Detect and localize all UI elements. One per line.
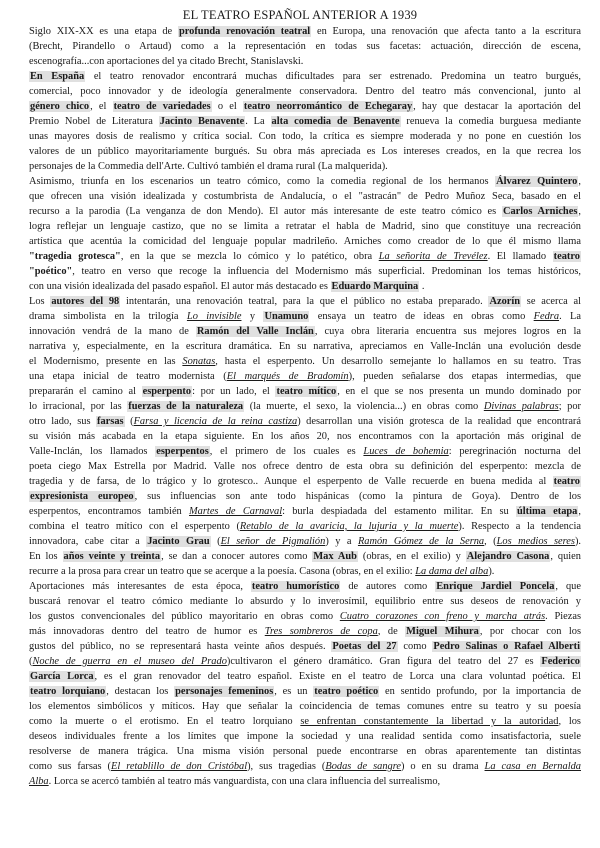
document-body — [29, 24, 581, 789]
highlighted-term: En España — [30, 71, 85, 82]
text-run: combina el teatro mítico con el esperpento ( — [29, 521, 240, 532]
text-run: , en la que se mezcla lo cómico y lo patético, obra — [120, 251, 379, 262]
text-run: , — [578, 176, 581, 187]
highlighted-term: Enrique Jardiel Poncela — [436, 581, 555, 592]
text-line — [29, 249, 581, 264]
text-run: con una visión idealizada del pasado español. El autor más destacado es — [29, 281, 331, 292]
text-run: más innovadoras dentro del teatro de humor es — [29, 626, 265, 637]
text-run: narrativa y, especialmente, en la escritura dramática. En su narrativa, apreciamos en Valle-Inclán una evolución desde — [29, 341, 581, 352]
text-line — [29, 744, 581, 759]
work-title: El marqués de Bradomín — [226, 371, 349, 382]
text-line — [29, 69, 581, 84]
text-line — [29, 429, 581, 444]
work-title: Bodas de sangre — [325, 761, 401, 772]
text-line — [29, 354, 581, 369]
text-line — [29, 369, 581, 384]
text-run: (obras, en el exilio) y — [357, 551, 466, 562]
highlighted-term: última etapa — [516, 506, 578, 517]
text-line — [29, 54, 581, 69]
text-line — [29, 654, 581, 669]
highlighted-term: esperpentos — [156, 446, 209, 457]
text-line — [29, 234, 581, 249]
text-run: comercial, poco innovador y de ideología generalmente conservadora. Dentro del teatro más convencional, junto al — [29, 86, 581, 97]
highlighted-term: fuerzas de la naturaleza — [128, 401, 244, 412]
text-run: ( — [210, 536, 221, 547]
text-run: Asimismo, triunfa en los escenarios un teatro cómico, como la comedia regional de los hermanos — [29, 176, 496, 187]
highlighted-term: Miguel Mihura — [406, 626, 479, 637]
bold-term: "poético" — [29, 266, 73, 277]
text-line — [29, 759, 581, 774]
text-line — [29, 474, 581, 489]
text-line — [29, 534, 581, 549]
text-run: de autores como — [340, 581, 436, 592]
text-line — [29, 84, 581, 99]
text-run: los elementos simbólicos y míticos. Hay que señalar la coincidencia de temas comunes entre su teatro y su poesía — [29, 701, 581, 712]
work-title: Ramón Gómez de la Serna — [357, 536, 485, 547]
text-run: otro lado, sus — [29, 416, 97, 427]
text-line — [29, 309, 581, 324]
text-run: Premio Nobel de Literatura — [29, 116, 159, 127]
text-run: (la muerte, el sexo, la violencia...) en obras como — [244, 401, 484, 412]
highlighted-term: Max Aub — [313, 551, 357, 562]
highlighted-term: teatro humorístico — [251, 581, 340, 592]
text-run: : burla despiadada del estamento militar. En su — [282, 506, 516, 517]
text-run: renueva la comedia burguesa mediante — [400, 116, 581, 127]
text-line — [29, 489, 581, 504]
text-line — [29, 294, 581, 309]
highlighted-term: Unamuno — [264, 311, 309, 322]
highlighted-term: género chico — [30, 101, 90, 112]
highlighted-term: Pedro Salinas o Rafael Alberti — [433, 641, 580, 652]
highlighted-term: teatro mítico — [276, 386, 337, 397]
text-run: ( — [29, 656, 33, 667]
text-run: (Brecht, Pirandello o Artaud) como a la representación en todas sus facetas: actuación, dirección de escena, — [29, 41, 581, 52]
text-run: , se dan a conocer autores como — [161, 551, 313, 562]
work-title: Lo invisible — [186, 311, 242, 322]
text-run: innovadora, cabe citar a — [29, 536, 147, 547]
text-line — [29, 264, 581, 279]
text-line — [29, 594, 581, 609]
text-line — [29, 339, 581, 354]
text-run: Aportaciones más interesantes de esta época, — [29, 581, 251, 592]
text-run: . El llamado — [487, 251, 553, 262]
highlighted-term: teatro — [553, 476, 580, 487]
highlighted-term: Federico — [541, 656, 580, 667]
text-line — [29, 639, 581, 654]
text-run: como sus farsas ( — [29, 761, 111, 772]
text-run: , de — [377, 626, 406, 637]
text-run: En los — [29, 551, 63, 562]
work-title: Divinas palabras — [483, 401, 559, 412]
text-run: ) y a — [325, 536, 358, 547]
text-run: ). Respecto a la tendencia — [458, 521, 581, 532]
work-title: Cuatro corazones con freno y marcha atrás — [339, 611, 546, 622]
text-line — [29, 444, 581, 459]
text-run: , el — [90, 101, 113, 112]
highlighted-term: teatro — [553, 251, 581, 262]
text-run: : por un lado, el — [192, 386, 276, 397]
text-line — [29, 624, 581, 639]
text-run: personajes de la Commedia dell'Arte. Cultivó también el drama rural (La malquerida). — [29, 161, 388, 172]
text-line — [29, 219, 581, 234]
text-line — [29, 129, 581, 144]
text-run: , destacan los — [106, 686, 175, 697]
text-run: ensaya un teatro de ideas en obras como — [309, 311, 534, 322]
work-title: Tres sombreros de copa — [264, 626, 378, 637]
work-title: Alba — [29, 776, 49, 787]
highlighted-term: esperpento — [142, 386, 192, 397]
text-run: prepararán el camino al — [29, 386, 142, 397]
text-line — [29, 324, 581, 339]
highlighted-term: teatro de variedades — [113, 101, 211, 112]
text-line — [29, 459, 581, 474]
work-title: El señor de Pigmalión — [220, 536, 326, 547]
highlighted-term: años veinte y treinta — [63, 551, 161, 562]
text-run: en Europa, una renovación que afecta tanto a la escritura — [311, 26, 581, 37]
text-line — [29, 24, 581, 39]
text-run: , es el gran renovador del teatro español. Existe en el teatro de Lorca una clara voluntad poética. El — [94, 671, 581, 682]
text-run: . La — [559, 311, 582, 322]
highlighted-term: alta comedia de Benavente — [271, 116, 400, 127]
highlighted-term: Jacinto Benavente — [159, 116, 245, 127]
work-title: Luces de bohemia — [363, 446, 449, 457]
text-line — [29, 399, 581, 414]
text-run: su visión más acabada en la etapa siguiente. En los años 20, nos encontramos con la aportación más original de — [29, 431, 581, 442]
work-title: Fedra — [533, 311, 560, 322]
text-run: ), pueden señalarse dos etapas intermedias, que — [348, 371, 581, 382]
text-line — [29, 699, 581, 714]
text-line — [29, 279, 581, 294]
text-run: ) desarrollan una visión grotesca de la realidad que encontrará — [297, 416, 581, 427]
text-line — [29, 39, 581, 54]
work-title: Sonatas — [182, 356, 216, 367]
text-run: . Piezas — [545, 611, 581, 622]
text-line — [29, 99, 581, 114]
text-run: , ( — [484, 536, 497, 547]
highlighted-term: teatro neorromántico de Echegaray — [243, 101, 413, 112]
text-line — [29, 114, 581, 129]
highlighted-term: García Lorca — [30, 671, 94, 682]
text-run: , cuya obra literaria encuentra sus mejores logros en la — [314, 326, 581, 337]
text-run: como la muerte o el erotismo. En el teatro lorquiano — [29, 716, 301, 727]
text-run: se acerca al — [521, 296, 581, 307]
text-line — [29, 684, 581, 699]
text-run: , el primero de los cuales es — [209, 446, 364, 457]
text-run: . La — [245, 116, 271, 127]
text-run: el Modernismo, presente en las — [29, 356, 183, 367]
text-line — [29, 204, 581, 219]
work-title: Martes de Carnaval — [189, 506, 283, 517]
text-run: intentarán, una renovación teatral, para la que el público no estaba preparado. — [120, 296, 489, 307]
text-line — [29, 579, 581, 594]
text-line — [29, 609, 581, 624]
text-run: , hasta el esperpento. Un desarrollo semejante lo hallamos en su teatro. Tras — [215, 356, 582, 367]
work-title: El retablillo de don Cristóbal — [111, 761, 248, 772]
work-title: La casa en Bernalda — [484, 761, 581, 772]
text-run: , — [578, 206, 581, 217]
text-run: , hay que destacar la aportación del — [413, 101, 582, 112]
text-run: como — [397, 641, 433, 652]
text-run: ). — [574, 536, 582, 547]
text-line — [29, 729, 581, 744]
work-title: Retablo de la avaricia, la lujuria y la muerte — [239, 521, 459, 532]
work-title: La dama del alba — [415, 566, 489, 577]
text-run: Valle-Inclán, los llamados — [29, 446, 156, 457]
text-line — [29, 519, 581, 534]
text-line — [29, 504, 581, 519]
text-line — [29, 714, 581, 729]
highlighted-term: Eduardo Marquina — [331, 281, 419, 292]
text-line — [29, 564, 581, 579]
text-run: ( — [124, 416, 134, 427]
text-run: lo irracional, por las — [29, 401, 128, 412]
text-run: . Lorca se acercó también al teatro más vanguardista, con una clara influencia del surrealismo, — [48, 776, 441, 787]
text-line — [29, 144, 581, 159]
highlighted-term: teatro poético — [314, 686, 379, 697]
text-run: tragedia y de farsa, de lo trágico y lo grotesco.. Aunque el esperpento de Valle recuerde en buena medida al — [29, 476, 553, 487]
text-run: o el — [211, 101, 243, 112]
text-line — [29, 774, 581, 789]
text-run: recurso a la parodia (La venganza de don Mendo). El autor más interesante de este teatro cómico es — [29, 206, 502, 217]
text-run: Los — [29, 296, 51, 307]
text-line — [29, 414, 581, 429]
work-title: Noche de guerra en el museo del Prado — [32, 656, 227, 667]
text-run: , en el que se nos presenta un mundo dominado por — [337, 386, 581, 397]
text-run: una etapa inicial de teatro modernista ( — [29, 371, 227, 382]
text-run: drama simbolista en la trilogía — [29, 311, 187, 322]
text-run: que ofrecen una visión idealizada y costumbrista de Andalucía, o el "astracán" de Pedro Muñoz Seca, basado en el — [29, 191, 581, 202]
text-run: , los — [558, 716, 581, 727]
text-line — [29, 189, 581, 204]
text-run: recurre a la prosa para crear un teatro que se acerque a la poesía. Casona (obras, en el exilio: — [29, 566, 416, 577]
text-line — [29, 669, 581, 684]
text-line — [29, 159, 581, 174]
work-title: La señorita de Trevélez — [378, 251, 488, 262]
text-run: en sentido profundo, por la importancia de — [379, 686, 582, 697]
work-title: Farsa y licencia de la reina castiza — [133, 416, 298, 427]
text-run: poeta ciego Max Estrella por Madrid. Valle nos ofrece dentro de esta obra su definición del esperpento: mezcla de — [29, 461, 581, 472]
text-run: , teatro en verso que recoge la influencia del Modernismo más superficial. Predominan los temas históricos, — [72, 266, 581, 277]
text-run: . — [419, 281, 425, 292]
text-run: buscará renovar el teatro cómico mediante lo absurdo y lo inverosímil, equilibrio entre sus deseos de renovación y — [29, 596, 581, 607]
text-run: , sus influencias son ante todo hispánicas (como la pintura de Goya). Dentro de los — [134, 491, 581, 502]
text-run: artística que acentúa la comicidad del lenguaje popular madrileño. Arniches como creador de lo que él mismo llama — [29, 236, 581, 247]
text-run: unas mayores dosis de realismo y crítica social. Con todo, la crítica es siempre moderada y no pone en cuestión los — [29, 131, 581, 142]
bold-term: "tragedia grotesca" — [29, 251, 121, 262]
text-run: escenografía...con aportaciones del ya citado Brecht, Stanislavski. — [29, 56, 304, 67]
text-run: valores de un público mayoritariamente burgués. Su obra más apreciada es Los intereses creados, en la que recrea los — [29, 146, 581, 157]
highlighted-term: Álvarez Quintero — [496, 176, 578, 187]
text-run: , que — [555, 581, 581, 592]
highlighted-term: teatro lorquiano — [30, 686, 106, 697]
text-line — [29, 384, 581, 399]
text-run: esperpentos, encontramos también — [29, 506, 190, 517]
text-line — [29, 549, 581, 564]
highlighted-term: Alejandro Casona — [466, 551, 550, 562]
work-title: Los medios seres — [496, 536, 575, 547]
highlighted-term: Ramón del Valle Inclán — [196, 326, 314, 337]
text-run: , por chocar con los — [479, 626, 581, 637]
highlighted-term: personajes femeninos — [175, 686, 274, 697]
text-run: y — [241, 311, 264, 322]
text-run: logra reflejar un lenguaje castizo, que no se limita a retratar el habla de Madrid, sino que constituye una recreación — [29, 221, 581, 232]
text-run: , es un — [274, 686, 314, 697]
text-run: , — [578, 506, 581, 517]
text-run: ), sus tragedias ( — [247, 761, 326, 772]
highlighted-term: Azorín — [489, 296, 521, 307]
text-run: resolverse de manera trágica. Una misma visión personal puede encontrarse en obras aparentemente tan distintas — [29, 746, 581, 757]
text-line — [29, 174, 581, 189]
text-run: : peregrinación nocturna del — [448, 446, 581, 457]
text-run: ) o en su drama — [400, 761, 485, 772]
highlighted-term: Jacinto Grau — [147, 536, 210, 547]
page-title: EL TEATRO ESPAÑOL ANTERIOR A 1939 — [182, 8, 418, 22]
text-run: innovación vendrá de la mano de — [29, 326, 196, 337]
text-run: el teatro renovador encontrará muchas dificultades para ser estrenado. Predomina un teatro burgués, — [85, 71, 582, 82]
text-run: Siglo XIX-XX es una etapa de — [29, 26, 178, 37]
highlighted-term: Carlos Arniches — [502, 206, 578, 217]
highlighted-term: autores del 98 — [51, 296, 120, 307]
text-run: gustos del público, no se representará hasta veinte años después. — [29, 641, 332, 652]
text-run: )cultivaron el género dramático. Gran figura del teatro del 27 es — [226, 656, 541, 667]
highlighted-term: farsas — [97, 416, 124, 427]
text-run: los gustos convencionales del público mayoritario en obras como — [29, 611, 340, 622]
text-run: ; por — [558, 401, 582, 412]
text-run: , quien — [550, 551, 581, 562]
highlighted-term: Poetas del 27 — [332, 641, 397, 652]
text-run: deseos individuales frente a los límites que impone la sociedad y una realidad sentida como insatisfactoria, suele — [29, 731, 581, 742]
highlighted-term: expresionista europeo — [30, 491, 134, 502]
text-run: ). — [488, 566, 495, 577]
highlighted-term: profunda renovación teatral — [178, 26, 311, 37]
underlined-text: se enfrentan constantemente la libertad y la autoridad — [300, 716, 559, 727]
